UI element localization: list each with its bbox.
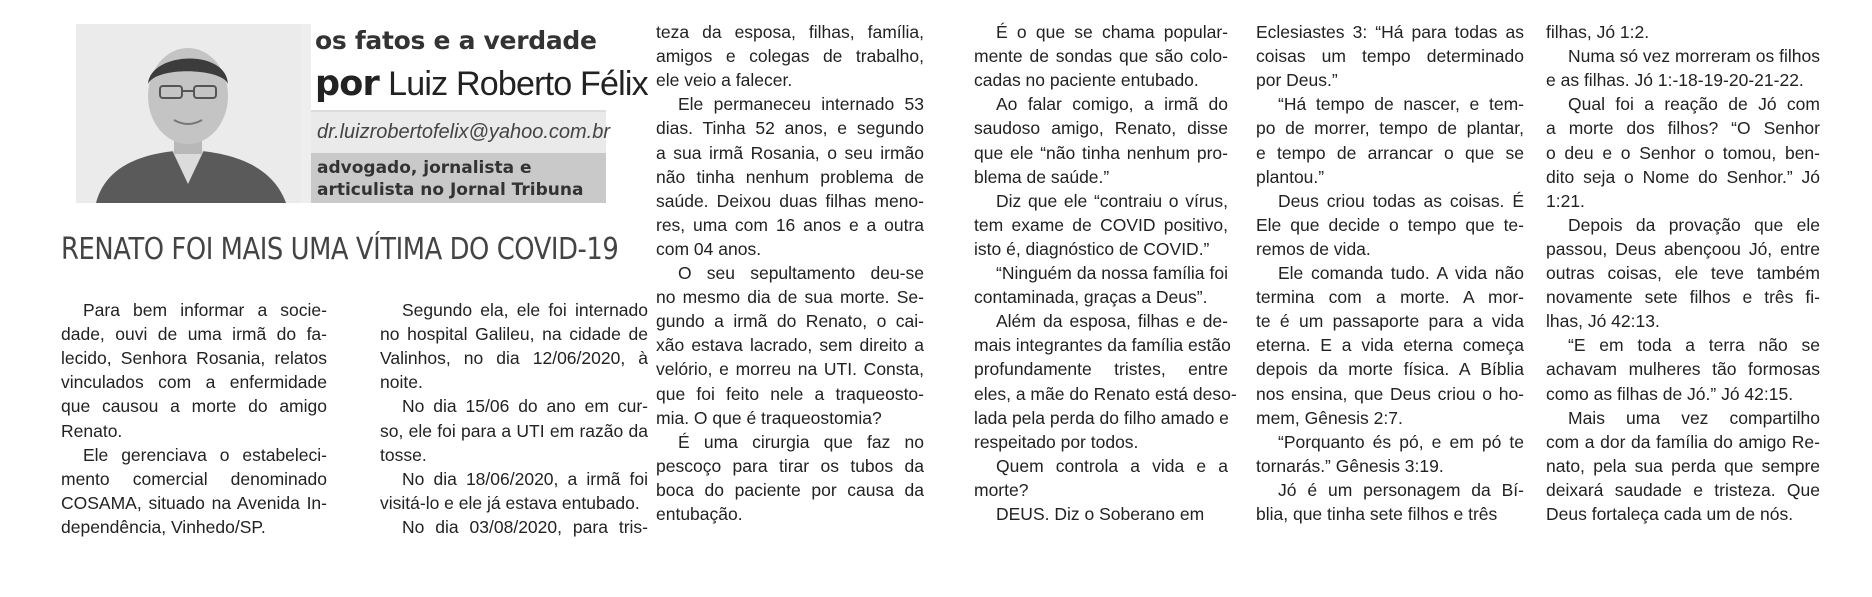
text-line: por Deus.”	[1256, 70, 1338, 91]
text-line: novamente sete filhos e três fi-	[1546, 287, 1820, 308]
text-line: Depois da provação que ele	[1568, 214, 1820, 235]
text-line: teza da esposa, filhas, família,	[656, 22, 924, 42]
text-line: xão estava lacrado, sem direito a	[656, 335, 924, 356]
text-line: lecido, Senhora Rosania, relatos	[61, 348, 327, 369]
author-portrait-icon	[76, 24, 301, 203]
article-headline: RENATO FOI MAIS UMA VÍTIMA DO COVID-19	[61, 232, 619, 267]
text-line: como as filhas de Jó.” Jó 42:15.	[1546, 383, 1794, 404]
text-line: dependência, Vinhedo/SP.	[61, 516, 266, 537]
byline-prefix: por	[315, 64, 379, 104]
text-line: velório, e morreu na UTI. Consta,	[656, 359, 924, 380]
text-line: lhas, Jó 42:13.	[1546, 311, 1660, 332]
text-line: dade, ouvi de uma irmã do fa-	[61, 324, 327, 345]
text-line: Segundo ela, ele foi internado	[402, 300, 648, 320]
text-line: “Porquanto és pó, e em pó te	[1278, 431, 1524, 452]
text-line: o deu e o Senhor o tomou, ben-	[1546, 142, 1820, 163]
text-line: gundo a irmã do Renato, o cai-	[656, 311, 924, 332]
text-line: deixará saudade e tristeza. Que	[1546, 479, 1820, 500]
author-email: dr.luizrobertofelix@yahoo.com.br	[317, 121, 611, 143]
text-line: so, ele foi para a UTI em razão da	[380, 420, 648, 441]
text-line: Ele que decide o tempo que te-	[1256, 214, 1524, 235]
text-line: Renato.	[61, 420, 123, 441]
text-line: saudoso amigo, Renato, disse	[974, 118, 1228, 139]
text-line: vinculados com a enfermidade	[61, 372, 327, 393]
text-line: com a dor da família do amigo Re-	[1546, 431, 1820, 452]
text-line: noite.	[380, 372, 423, 393]
text-line: mente de sondas que são colo-	[974, 46, 1228, 67]
text-line: mem, Gênesis 2:7.	[1256, 407, 1403, 428]
text-line: não tinha nenhum problema de	[656, 166, 924, 187]
text-line: eterna. E a vida eterna começa	[1256, 335, 1524, 356]
text-line: eles, a mãe do Renato está deso-	[974, 383, 1237, 404]
text-line: mento comercial denominado	[61, 468, 327, 489]
text-line: respeitado por todos.	[974, 431, 1139, 452]
text-line: Ele gerenciava o estabeleci-	[83, 444, 327, 465]
column-label: os fatos e a verdade	[315, 26, 597, 55]
text-line: O seu sepultamento deu-se	[678, 263, 924, 283]
text-line: outras coisas, ele teve também	[1546, 263, 1820, 283]
text-line: a morte dos filhos? “O Senhor	[1546, 118, 1820, 139]
text-line: coisas um tempo determinado	[1256, 46, 1524, 67]
text-line: É uma cirurgia que faz no	[678, 431, 924, 452]
text-line: filhas, Jó 1:2.	[1546, 22, 1650, 42]
text-line: dias. Tinha 52 anos, e segundo	[656, 118, 924, 139]
role-box	[311, 153, 606, 203]
text-line: amigos e colegas de trabalho,	[656, 46, 924, 67]
text-line: Eclesiastes 3: “Há para todas as	[1256, 22, 1524, 42]
text-line: remos de vida.	[1256, 238, 1371, 259]
text-line: COSAMA, situado na Avenida In-	[61, 492, 327, 513]
text-line: isto é, diagnóstico de COVID.”	[974, 238, 1210, 259]
text-line: blia, que tinha sete filhos e três	[1256, 504, 1498, 524]
text-line: boca do paciente por causa da	[656, 479, 924, 500]
text-line: Quem controla a vida e a	[996, 455, 1228, 476]
text-line: Para bem informar a socie-	[83, 300, 327, 320]
text-line: e tempo de arrancar o que se	[1256, 142, 1524, 163]
text-line: No dia 18/06/2020, a irmã foi	[402, 468, 648, 489]
text-line: e as filhas. Jó 1:-18-19-20-21-22.	[1546, 70, 1804, 91]
text-line: No dia 15/06 do ano em cur-	[402, 396, 648, 417]
text-line: cadas no paciente entubado.	[974, 70, 1199, 91]
text-line: mais integrantes da família estão	[974, 335, 1231, 356]
text-line: te é um passaporte para a vida	[1256, 311, 1524, 332]
text-line: achavam mulheres tão formosas	[1546, 359, 1820, 380]
text-line: Ele comanda tudo. A vida não	[1278, 263, 1524, 283]
text-line: res, uma com 16 anos e a outra	[656, 214, 924, 235]
text-line: nos ensina, que Deus criou o ho-	[1256, 383, 1524, 404]
text-line: tornarás.” Gênesis 3:19.	[1256, 455, 1444, 476]
author-name: Luiz Roberto Félix	[388, 65, 648, 103]
text-line: Numa só vez morreram os filhos	[1568, 46, 1820, 67]
text-line: que causou a morte do amigo	[61, 396, 327, 417]
text-line: Deus fortaleça cada um de nós.	[1546, 504, 1794, 524]
text-line: visitá-lo e ele já estava entubado.	[380, 492, 640, 513]
text-line: que foi feito nele a traqueosto-	[656, 383, 924, 404]
text-line: No dia 03/08/2020, para tris-	[402, 516, 648, 537]
text-line: plantou.”	[1256, 166, 1325, 187]
column-header	[76, 24, 648, 203]
text-line: no hospital Galileu, na cidade de	[380, 324, 648, 345]
author-role: advogado, jornalista e articulista no Jornal Tribuna	[317, 158, 584, 200]
author-photo	[76, 24, 301, 203]
text-line: passou, Deus abençoou Jó, entre	[1546, 238, 1820, 259]
text-line: que ele “não tinha nenhum pro-	[974, 142, 1228, 163]
text-line: ele veio a falecer.	[656, 70, 793, 91]
text-line: entubação.	[656, 504, 743, 524]
email-box	[311, 110, 611, 155]
text-line: 1:21.	[1546, 190, 1585, 211]
text-line: a sua irmã Rosania, o seu irmão	[656, 142, 924, 163]
text-line: depois da morte física. A Bíblia	[1256, 359, 1524, 380]
text-line: Mais uma vez compartilho	[1568, 407, 1820, 428]
text-line: com 04 anos.	[656, 238, 762, 259]
text-line: contaminada, graças a Deus”.	[974, 287, 1208, 308]
text-line: “Ninguém da nossa família foi	[996, 263, 1228, 283]
text-line: termina com a morte. A mor-	[1256, 287, 1524, 308]
text-line: profundamente tristes, entre	[974, 359, 1228, 380]
text-line: Deus criou todas as coisas. É	[1278, 190, 1524, 211]
text-line: po de morrer, tempo de plantar,	[1256, 118, 1524, 139]
text-line: morte?	[974, 479, 1029, 500]
text-line: pescoço para tirar os tubos da	[656, 455, 924, 476]
text-line: DEUS. Diz o Soberano em	[996, 504, 1205, 524]
text-line: Jó é um personagem da Bí-	[1278, 479, 1524, 500]
text-line: tem exame de COVID positivo,	[974, 214, 1228, 235]
text-line: lada pela perda do filho amado e	[974, 407, 1229, 428]
text-line: Valinhos, no dia 12/06/2020, à	[380, 348, 648, 369]
text-line: “E em toda a terra não se	[1568, 335, 1820, 356]
text-line: mia. O que é traqueostomia?	[656, 407, 882, 428]
text-line: Ele permaneceu internado 53	[678, 94, 924, 115]
text-line: blema de saúde.”	[974, 166, 1110, 187]
text-line: “Há tempo de nascer, e tem-	[1278, 94, 1524, 115]
text-line: Qual foi a reação de Jó com	[1568, 94, 1820, 115]
text-line: É o que se chama popular-	[996, 22, 1228, 42]
text-line: tosse.	[380, 444, 427, 465]
text-line: dito seja o Nome do Senhor.” Jó	[1546, 166, 1820, 187]
text-line: nato, pela sua perda que sempre	[1546, 455, 1820, 476]
header-text-area	[311, 24, 648, 203]
author-byline	[315, 62, 648, 104]
text-line: Além da esposa, filhas e de-	[996, 311, 1228, 332]
text-line: Ao falar comigo, a irmã do	[996, 94, 1228, 115]
text-line: saúde. Deixou duas filhas meno-	[656, 190, 924, 211]
text-line: Diz que ele “contraiu o vírus,	[996, 190, 1228, 211]
text-line: no mesmo dia de sua morte. Se-	[656, 287, 924, 308]
